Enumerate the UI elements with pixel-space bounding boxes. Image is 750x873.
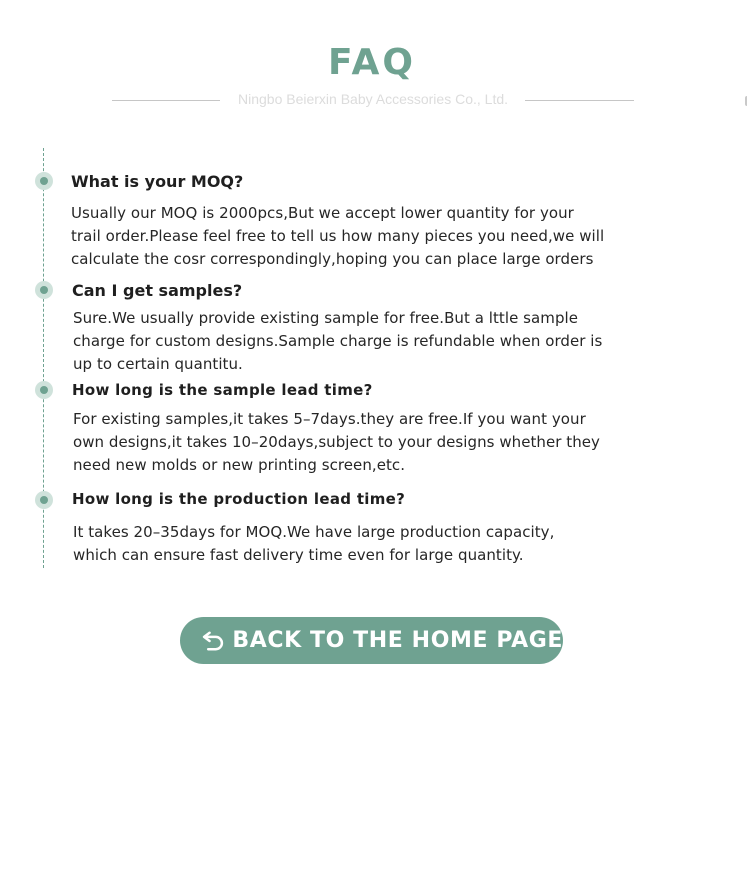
faq-answer	[73, 408, 600, 477]
timeline-dot-icon	[35, 491, 53, 509]
answer-line: own designs,it takes 10–20days,subject to your designs whether they	[73, 433, 600, 451]
answer-line: calculate the cosr correspondingly,hoping you can place large orders	[71, 250, 594, 268]
divider-right	[525, 100, 634, 101]
faq-answer	[73, 307, 602, 376]
answer-line: up to certain quantitu.	[73, 355, 243, 373]
return-arrow-icon	[202, 625, 225, 657]
page-title: FAQ	[328, 42, 416, 83]
timeline-dot-icon	[35, 281, 53, 299]
back-to-home-button[interactable]	[180, 617, 563, 664]
answer-line: Usually our MOQ is 2000pcs,But we accept lower quantity for your	[71, 204, 574, 222]
edge-fragment	[745, 96, 750, 106]
faq-question: What is your MOQ?	[71, 172, 244, 191]
answer-line: It takes 20–35days for MOQ.We have large production capacity,	[73, 523, 555, 541]
answer-line: trail order.Please feel free to tell us how many pieces you need,we will	[71, 227, 605, 245]
answer-line: need new molds or new printing screen,etc.	[73, 456, 406, 474]
answer-line: charge for custom designs.Sample charge is refundable when order is	[73, 332, 603, 350]
timeline-dot-icon	[35, 381, 53, 399]
back-button-label: BACK TO THE HOME PAGE	[232, 628, 563, 653]
divider-left	[112, 100, 220, 101]
faq-answer	[71, 202, 604, 271]
faq-question: How long is the sample lead time?	[72, 381, 373, 399]
company-subtitle	[112, 90, 634, 110]
answer-line: which can ensure fast delivery time even for large quantity.	[73, 546, 524, 564]
timeline-dot-icon	[35, 172, 53, 190]
company-name: Ningbo Beierxin Baby Accessories Co., Ltd.	[237, 91, 509, 107]
faq-question: How long is the production lead time?	[72, 490, 406, 508]
answer-line: Sure.We usually provide existing sample for free.But a lttle sample	[73, 309, 579, 327]
answer-line: For existing samples,it takes 5–7days.they are free.If you want your	[73, 410, 586, 428]
faq-answer	[73, 521, 554, 567]
faq-question: Can I get samples?	[72, 281, 243, 300]
